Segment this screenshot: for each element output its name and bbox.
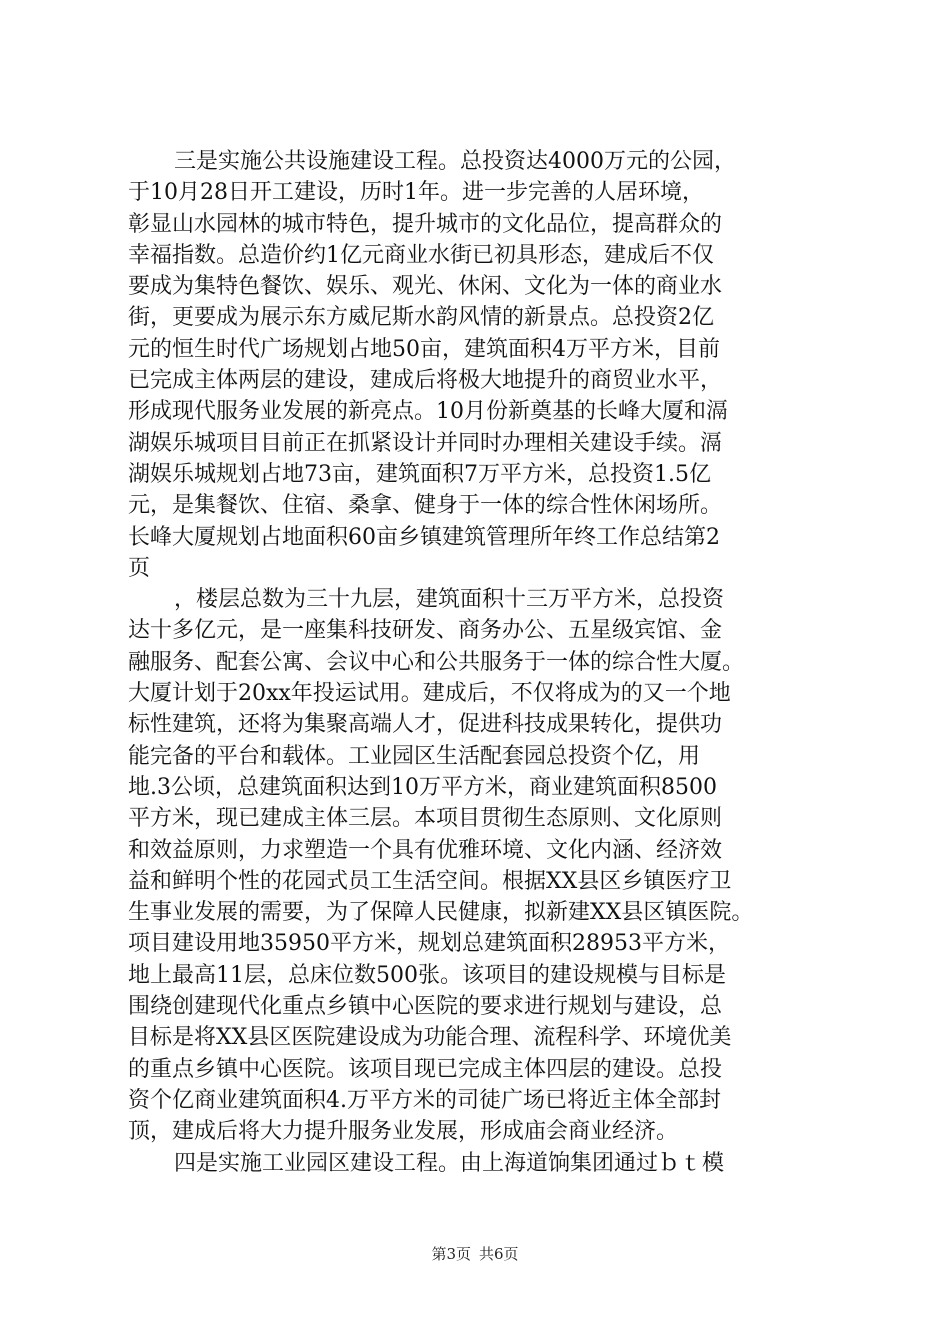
paragraph-line: 围绕创建现代化重点乡镇中心医院的要求进行规划与建设，总 [128,994,723,1020]
paragraph-line: 顶，建成后将大力提升服务业发展，形成庙会商业经济。 [128,1119,679,1145]
paragraph-line: 标性建筑，还将为集聚高端人才，促进科技成果转化，提供功 [128,712,723,738]
paragraph-line: 长峰大厦规划占地面积60亩乡镇建筑管理所年终工作总结第2 [128,524,720,550]
paragraph-line: 四是实施工业园区建设工程。由上海道饷集团通过ｂｔ模 [174,1150,725,1176]
page-total: 共6页 [479,1245,519,1263]
page-footer [0,1243,950,1264]
paragraph-line: 三是实施公共设施建设工程。总投资达4000万元的公园， [174,149,736,174]
paragraph-line: 幸福指数。总造价约1亿元商业水街已初具形态，建成后不仅 [128,242,714,268]
paragraph-line: 和效益原则，力求塑造一个具有优雅环境、文化内涵、经济效 [128,837,723,863]
page-number: 第3页 [431,1245,471,1263]
paragraph-line: ，楼层总数为三十九层，建筑面积十三万平方米，总投资 [174,587,725,613]
paragraph-line: 地.3公顷，总建筑面积达到10万平方米，商业建筑面积8500 [128,774,717,800]
paragraph-line: 资个亿商业建筑面积4.万平方米的司徒广场已将近主体全部封 [128,1087,721,1113]
paragraph-line: 彰显山水园林的城市特色，提升城市的文化品位，提高群众的 [128,211,723,237]
paragraph-line: 达十多亿元，是一座集科技研发、商务办公、五星级宾馆、金 [128,618,723,644]
paragraph-line: 已完成主体两层的建设，建成后将极大地提升的商贸业水平， [128,368,723,394]
paragraph-line: 页 [128,555,151,581]
paragraph-line: 生事业发展的需要，为了保障人民健康，拟新建XX县区镇医院。 [128,900,754,926]
paragraph-line: 地上最高11层，总床位数500张。该项目的建设规模与目标是 [128,962,726,988]
paragraph-line: 湖娱乐城规划占地73亩，建筑面积7万平方米，总投资1.5亿 [128,461,711,487]
paragraph-line: 湖娱乐城项目目前正在抓紧设计并同时办理相关建设手续。滆 [128,430,723,456]
paragraph-line: 要成为集特色餐饮、娱乐、观光、休闲、文化为一体的商业水 [128,274,723,300]
paragraph-line: 项目建设用地35950平方米，规划总建筑面积28953平方米， [128,931,730,957]
paragraph-line: 于10月28日开工建设，历时1年。进一步完善的人居环境， [128,180,704,206]
paragraph-line: 形成现代服务业发展的新亮点。10月份新奠基的长峰大厦和滆 [128,399,728,425]
paragraph-line: 融服务、配套公寓、会议中心和公共服务于一体的综合性大厦。 [128,649,745,675]
paragraph-line: 元，是集餐饮、住宿、桑拿、健身于一体的综合性休闲场所。 [128,493,723,519]
paragraph-line: 街，更要成为展示东方威尼斯水韵风情的新景点。总投资2亿 [128,305,714,331]
document-body [128,146,828,1179]
paragraph-line: 目标是将XX县区医院建设成为功能合理、流程科学、环境优美 [128,1025,732,1051]
paragraph-line: 益和鲜明个性的花园式员工生活空间。根据XX县区乡镇医疗卫 [128,868,732,894]
paragraph-line: 平方米，现已建成主体三层。本项目贯彻生态原则、文化原则 [128,806,723,832]
paragraph-line: 元的恒生时代广场规划占地50亩，建筑面积4万平方米，目前 [128,336,720,362]
paragraph-line: 大厦计划于20xx年投运试用。建成后，不仅将成为的又一个地 [128,681,731,707]
paragraph-line: 能完备的平台和载体。工业园区生活配套园总投资个亿，用 [128,743,701,769]
paragraph-line: 的重点乡镇中心医院。该项目现已完成主体四层的建设。总投 [128,1056,723,1082]
